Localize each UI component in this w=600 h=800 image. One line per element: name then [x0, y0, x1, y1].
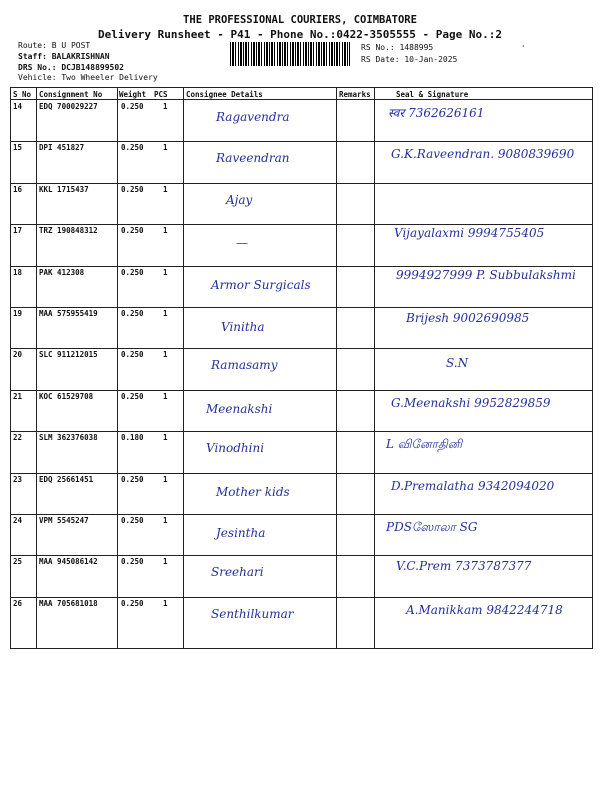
consignee-handwriting: Meenakshi	[206, 401, 273, 416]
weight-cell: 0.250	[121, 102, 144, 111]
pcs-cell: 1	[163, 102, 168, 111]
signature-handwriting: A.Manikkam 9842244718	[406, 602, 563, 617]
table-row	[11, 514, 592, 555]
signature-handwriting: PDSஸோலா SG	[386, 520, 478, 534]
signature-handwriting: V.C.Prem 7373787377	[396, 559, 532, 574]
consignment-cell: KKL 1715437	[39, 184, 89, 194]
sno-cell: 24	[13, 516, 23, 525]
runsheet-table	[10, 87, 593, 649]
pcs-cell: 1	[163, 598, 168, 608]
consignee-handwriting: Armor Surgicals	[211, 277, 311, 292]
consignee-handwriting: Ajay	[226, 192, 253, 207]
weight-cell: 0.250	[121, 143, 144, 153]
consignment-cell: MAA 705681018	[39, 598, 98, 608]
consignment-cell: EDQ 700029227	[39, 102, 98, 111]
consignee-handwriting: Mother kids	[216, 484, 290, 499]
signature-handwriting: L வினோதினி	[386, 437, 463, 452]
sno-cell: 17	[13, 226, 23, 236]
consignee-handwriting: —	[236, 236, 248, 251]
consignment-cell: VPM 5545247	[39, 516, 89, 525]
route-label: Route: B U POST	[18, 41, 91, 50]
weight-cell: 0.250	[121, 267, 144, 277]
pcs-cell: 1	[163, 226, 168, 236]
consignee-handwriting: Vinodhini	[206, 441, 265, 456]
consignee-handwriting: Sreehari	[211, 565, 264, 580]
signature-handwriting: स्वर 7362626161	[388, 106, 485, 120]
consignment-cell: KOC 61529708	[39, 391, 94, 401]
sno-cell: 25	[13, 557, 23, 567]
signature-handwriting: Brijesh 9002690985	[406, 311, 530, 325]
sno-cell: 21	[13, 391, 23, 401]
col-header-pcs: PCS	[154, 90, 168, 99]
table-row	[11, 224, 592, 265]
weight-cell: 0.250	[121, 557, 144, 567]
sno-cell: 18	[13, 267, 23, 277]
sno-cell: 20	[13, 350, 23, 360]
signature-handwriting: D.Premalatha 9342094020	[391, 478, 555, 493]
sno-cell: 22	[13, 433, 23, 443]
consignment-cell: EDQ 25661451	[39, 474, 94, 484]
signature-handwriting: S.N	[446, 356, 469, 371]
col-header-consignee: Consignee Details	[186, 90, 263, 99]
consignment-cell: MAA 945086142	[39, 557, 98, 567]
table-row	[11, 307, 592, 348]
col-header-signature: Seal & Signature	[396, 90, 469, 99]
sno-cell: 19	[13, 309, 23, 318]
weight-cell: 0.250	[121, 516, 144, 525]
pcs-cell: 1	[163, 184, 168, 194]
col-header-weight: Weight	[119, 90, 147, 99]
pcs-cell: 1	[163, 309, 168, 318]
consignment-cell: MAA 575955419	[39, 309, 98, 318]
vehicle-label: Vehicle: Two Wheeler Delivery	[18, 73, 158, 82]
drs-number: DRS No.: DCJB148899502	[18, 63, 124, 72]
runsheet-title: Delivery Runsheet - P41 - Phone No.:0422-3505555 - Page No.:2	[98, 28, 502, 41]
weight-cell: 0.250	[121, 309, 144, 318]
signature-handwriting: 9994927999 P. Subbulakshmi	[396, 267, 576, 282]
weight-cell: 0.250	[121, 184, 144, 194]
pcs-cell: 1	[163, 350, 168, 360]
table-row	[11, 473, 592, 514]
col-header-consignment: Consignment No	[39, 90, 103, 99]
table-row	[11, 597, 592, 638]
consignment-cell: SLM 362376038	[39, 433, 98, 443]
rs-number: RS No.: 1488995	[361, 43, 434, 52]
weight-cell: 0.180	[121, 433, 144, 443]
consignee-handwriting: Jesintha	[216, 526, 266, 540]
rs-date: RS Date: 10-Jan-2025	[361, 55, 458, 64]
corner-mark: ¸	[521, 38, 526, 47]
sno-cell: 15	[13, 143, 23, 153]
sno-cell: 26	[13, 598, 23, 608]
sno-cell: 23	[13, 474, 23, 484]
table-row	[11, 266, 592, 307]
signature-handwriting: Vijayalaxmi 9994755405	[394, 226, 545, 241]
table-row	[11, 348, 592, 389]
signature-handwriting: G.Meenakshi 9952829859	[391, 395, 551, 410]
consignment-cell: TRZ 190848312	[39, 226, 98, 236]
weight-cell: 0.250	[121, 391, 144, 401]
table-row	[11, 100, 592, 141]
pcs-cell: 1	[163, 557, 168, 567]
pcs-cell: 1	[163, 143, 168, 153]
consignee-handwriting: Senthilkumar	[211, 606, 294, 621]
signature-handwriting: G.K.Raveendran. 9080839690	[391, 147, 575, 162]
pcs-cell: 1	[163, 474, 168, 484]
company-title: THE PROFESSIONAL COURIERS, COIMBATORE	[183, 14, 417, 26]
consignment-cell: DPI 451827	[39, 143, 85, 153]
pcs-cell: 1	[163, 433, 168, 443]
sno-cell: 14	[13, 102, 23, 111]
weight-cell: 0.250	[121, 350, 144, 360]
pcs-cell: 1	[163, 516, 168, 525]
table-row	[11, 390, 592, 431]
consignee-handwriting: Vinitha	[221, 320, 265, 334]
weight-cell: 0.250	[121, 474, 144, 484]
consignee-handwriting: Ramasamy	[211, 358, 278, 373]
sno-cell: 16	[13, 184, 23, 194]
col-header-sno: S No	[13, 90, 32, 99]
table-row	[11, 141, 592, 182]
pcs-cell: 1	[163, 267, 168, 277]
consignee-handwriting: Ragavendra	[216, 110, 290, 124]
consignment-cell: SLC 911212015	[39, 350, 98, 360]
table-row	[11, 431, 592, 472]
consignment-cell: PAK 412308	[39, 267, 85, 277]
staff-label: Staff: BALAKRISHNAN	[18, 52, 110, 61]
consignee-handwriting: Raveendran	[216, 151, 290, 166]
table-row	[11, 555, 592, 596]
col-header-remarks: Remarks	[339, 90, 371, 99]
pcs-cell: 1	[163, 391, 168, 401]
weight-cell: 0.250	[121, 226, 144, 236]
barcode	[230, 42, 350, 66]
weight-cell: 0.250	[121, 598, 144, 608]
table-row	[11, 183, 592, 224]
